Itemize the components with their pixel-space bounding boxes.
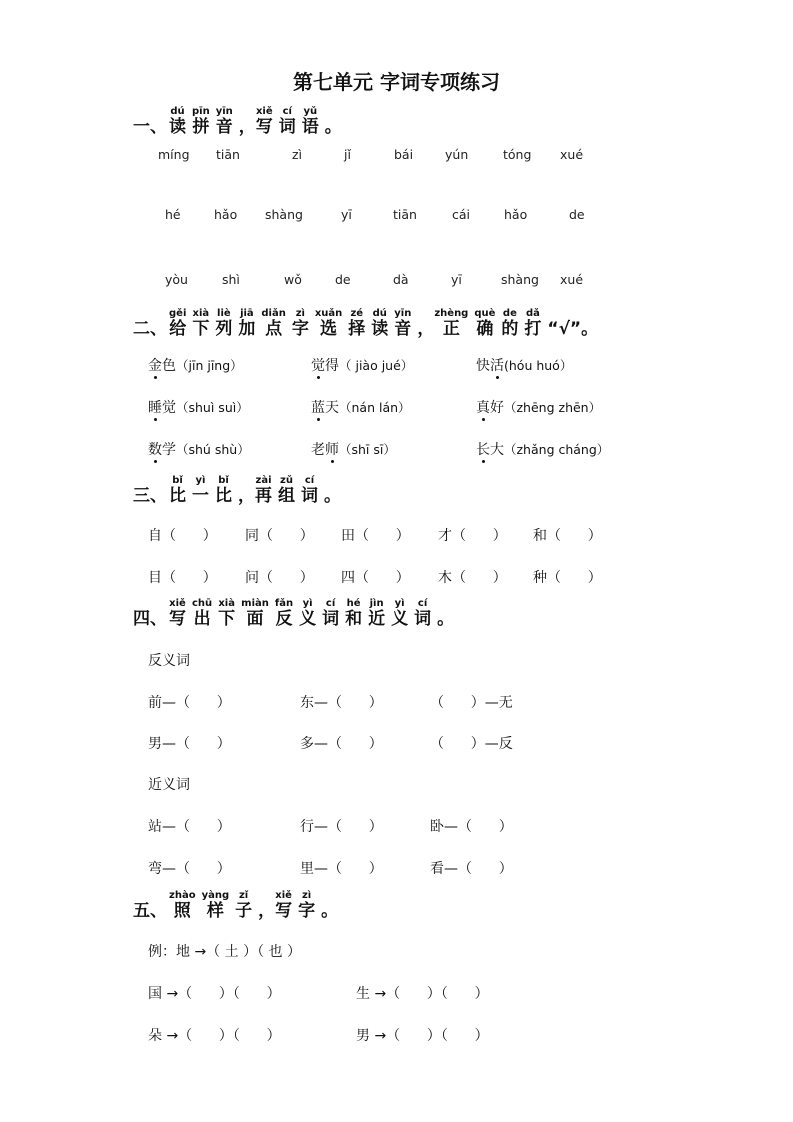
heading-char-text: 点 [261,319,286,339]
heading-char-pinyin: zǔ [278,475,295,486]
heading-char [169,106,186,137]
pinyin-word: hǎo [504,207,528,222]
heading-char-text: 出 [192,609,213,629]
heading-char [301,475,318,506]
section-1-heading [133,106,342,137]
pinyin-options: （shú shù） [176,442,250,457]
heading-char-text: 音 [215,117,233,137]
heading-char-text: 比 [169,486,186,506]
heading-char-pinyin: xiě [275,890,293,901]
heading-char-text: 语 [301,117,319,137]
heading-char-pinyin: cí [278,106,296,117]
heading-char-text: 选 [314,319,343,339]
heading-char-text: 打 [524,319,542,339]
heading-punct: 。 [321,901,339,921]
blank-item: 里—（ ） [300,861,383,877]
choose-item [148,439,250,459]
blank-item: 站—（ ） [148,819,231,835]
heading-char [414,598,431,629]
section-number: 三、 [133,486,167,506]
heading-char-text: 拼 [192,117,210,137]
pinyin-row [0,147,793,167]
antonym-label: 反义词 [148,653,190,669]
heading-char-text: 的 [501,319,519,339]
choose-item [311,439,396,459]
word-char: 觉 [162,400,176,416]
heading-char-pinyin: zì [298,890,316,901]
heading-char [275,598,293,629]
heading-char [235,890,252,921]
word-char: 大 [490,442,504,458]
section-number: 二、 [133,319,167,339]
heading-char-pinyin: què [474,308,496,319]
heading-char-text: 一 [192,486,209,506]
heading-char [292,308,309,339]
blank-item: 木（ ） [438,570,507,586]
choose-item [148,397,249,417]
heading-char-pinyin: zhào [169,890,196,901]
heading-char-text: 面 [241,609,269,629]
pinyin-word: tiān [216,147,240,162]
heading-char [368,598,385,629]
pinyin-word: zì [292,147,303,162]
heading-char-text: 写 [275,901,293,921]
heading-char-pinyin: fǎn [274,598,294,609]
blank-item: 才（ ） [438,528,507,544]
heading-char [192,308,209,339]
choose-item [476,439,609,459]
heading-char-pinyin: gěi [169,308,187,319]
heading-char [215,475,232,506]
pinyin-options: （zhǎng cháng） [504,442,610,457]
heading-char [474,308,495,339]
pinyin-word: wǒ [284,272,302,287]
heading-char [256,106,273,137]
blank-item: 多—（ ） [300,736,383,752]
section-number: 五、 [133,901,167,921]
heading-char-pinyin: cí [414,598,432,609]
heading-char-text: 列 [215,319,233,339]
heading-char-pinyin: xià [218,598,236,609]
blank-item: 行—（ ） [300,819,383,835]
blank-item: 国 →（ ）（ ） [148,986,281,1002]
heading-char-pinyin: yì [299,598,317,609]
pinyin-word: míng [158,147,190,162]
word-char: 快 [476,358,490,374]
word-char: 金 [148,355,162,375]
heading-char-text: 字 [298,901,316,921]
pinyin-options: （ jiào jué） [339,358,414,373]
pinyin-word: dà [393,272,409,287]
heading-char [169,890,196,921]
pinyin-word: hé [165,207,181,222]
heading-char-pinyin: zài [255,475,272,486]
pinyin-word: shàng [501,272,539,287]
choose-item [476,355,572,375]
heading-char [202,890,230,921]
choose-item [311,355,413,375]
heading-char [241,598,269,629]
heading-char-text: 和 [345,609,363,629]
word-char: 色 [162,358,176,374]
pinyin-row [0,272,793,292]
blank-item: 东—（ ） [300,695,383,711]
heading-char-pinyin: hé [345,598,363,609]
heading-char-pinyin: xuǎn [314,308,343,319]
heading-char [192,106,210,137]
heading-char [169,308,186,339]
heading-char-pinyin: yì [192,475,209,486]
heading-char-text: 读 [169,117,186,137]
pinyin-word: shì [222,272,240,287]
heading-char-pinyin: miàn [241,598,269,609]
heading-char-pinyin: chū [192,598,213,609]
heading-char-text: 词 [414,609,432,629]
pinyin-word: de [569,207,585,222]
heading-char [348,308,365,339]
heading-char-pinyin: bǐ [215,475,232,486]
heading-char [169,475,186,506]
heading-char [192,598,212,629]
heading-char-text: 正 [434,319,469,339]
heading-char-text: 词 [322,609,340,629]
pinyin-word: yòu [165,272,188,287]
blank-item: 种（ ） [533,570,602,586]
blank-item: 生 →（ ）（ ） [356,986,489,1002]
pinyin-word: xué [560,147,584,162]
blank-item: 田（ ） [341,528,410,544]
heading-char-text: 字 [291,319,309,339]
heading-char [298,890,315,921]
heading-char-text: 给 [169,319,187,339]
word-char: 长 [476,439,490,459]
heading-char-pinyin: zì [291,308,309,319]
word-char: 老 [311,442,325,458]
heading-char-pinyin: bǐ [169,475,186,486]
pinyin-word: yún [445,147,469,162]
pinyin-options: （shī sī） [339,442,396,457]
heading-char-text: 择 [348,319,366,339]
pinyin-word: shàng [265,207,303,222]
blank-item: 卧—（ ） [430,819,513,835]
blank-item: 弯—（ ） [148,861,231,877]
heading-char [299,598,316,629]
pinyin-word: hǎo [214,207,238,222]
section-number: 四、 [133,609,167,629]
pinyin-word: tóng [503,147,532,162]
heading-char-pinyin: dú [371,308,389,319]
section-2-heading [133,308,598,339]
heading-char [345,598,362,629]
heading-char-text: 再 [255,486,272,506]
heading-char [371,308,388,339]
heading-char-pinyin: zhèng [434,308,469,319]
heading-char [315,308,342,339]
section-5-heading [133,890,338,921]
heading-char-text: 子 [235,901,253,921]
heading-char [218,598,235,629]
pinyin-options: （nán lán） [339,400,411,415]
heading-char [216,106,233,137]
blank-item: 自（ ） [148,528,217,544]
blank-item: 同（ ） [245,528,314,544]
heading-char-text: 反 [274,609,294,629]
heading-punct: “√”。 [547,319,599,339]
heading-char [322,598,339,629]
blank-item: （ ）—无 [430,695,513,711]
heading-char-text: 读 [371,319,389,339]
word-char: 觉 [311,355,325,375]
heading-char-pinyin: dǎ [524,308,542,319]
section-3-heading [133,475,341,506]
heading-punct: 。 [437,609,455,629]
heading-char [215,308,232,339]
heading-char-pinyin: yàng [201,890,230,901]
heading-punct: ， [238,117,256,137]
heading-char [169,598,186,629]
heading-char-pinyin: jìn [368,598,386,609]
heading-punct: ， [258,901,276,921]
word-char: 数 [148,439,162,459]
heading-char-pinyin: xià [192,308,210,319]
section-4-heading [133,598,454,629]
heading-char-pinyin: xiě [255,106,273,117]
heading-punct: ， [238,486,255,506]
pinyin-word: yī [341,207,352,222]
heading-char-text: 加 [238,319,256,339]
heading-char-pinyin: cí [301,475,318,486]
heading-char-pinyin: zé [348,308,366,319]
choose-item [476,397,601,417]
heading-char-text: 下 [192,319,210,339]
blank-item: 前—（ ） [148,695,231,711]
heading-char [255,475,272,506]
blank-item: 四（ ） [341,570,410,586]
pinyin-word: yī [451,272,462,287]
heading-char-pinyin: pīn [192,106,210,117]
heading-punct: 。 [324,486,341,506]
heading-char [302,106,319,137]
heading-char-text: 写 [169,609,186,629]
heading-char [278,475,295,506]
blank-item: 问（ ） [245,570,314,586]
heading-char [501,308,518,339]
blank-item: （ ）—反 [430,736,513,752]
heading-char [275,890,292,921]
heading-char [434,308,468,339]
heading-char-text: 样 [201,901,230,921]
heading-char-pinyin: yīn [215,106,233,117]
choose-item [311,397,411,417]
heading-char [238,308,255,339]
pinyin-word: cái [452,207,471,222]
pinyin-word: jǐ [344,147,351,162]
heading-char [524,308,541,339]
example-text: 例：地 →（ 土 ）（ 也 ） [148,944,301,960]
heading-char-pinyin: liè [215,308,233,319]
heading-char-text: 词 [278,117,296,137]
pinyin-word: de [335,272,351,287]
heading-char [279,106,296,137]
heading-char-pinyin: zǐ [235,890,253,901]
heading-char-text: 义 [391,609,409,629]
heading-char-pinyin: de [501,308,519,319]
heading-char-text: 音 [394,319,412,339]
blank-item: 朵 →（ ）（ ） [148,1028,281,1044]
blank-item: 看—（ ） [430,861,513,877]
blank-item: 目（ ） [148,570,217,586]
heading-char-pinyin: jiā [238,308,256,319]
heading-char [394,308,411,339]
heading-punct: 。 [324,117,342,137]
heading-char-text: 下 [218,609,236,629]
heading-char-pinyin: dú [169,106,186,117]
heading-char [261,308,285,339]
pinyin-row [0,207,793,227]
heading-char-pinyin: cí [322,598,340,609]
heading-char-text: 义 [299,609,317,629]
heading-char-pinyin: xiě [169,598,186,609]
page-title: 第七单元 字词专项练习 [293,70,500,94]
heading-char-text: 确 [474,319,496,339]
word-char: 得 [325,358,339,374]
heading-char [391,598,408,629]
pinyin-word: tiān [393,207,417,222]
choose-item [148,355,243,375]
pinyin-options: （jīn jīng） [176,358,243,373]
pinyin-word: xué [560,272,584,287]
heading-char-text: 照 [169,901,196,921]
word-char: 好 [490,400,504,416]
heading-char-text: 词 [301,486,318,506]
blank-item: 和（ ） [533,528,602,544]
word-char: 蓝 [311,397,325,417]
pinyin-word: bái [394,147,414,162]
blank-item: 男 →（ ）（ ） [356,1028,489,1044]
heading-char-text: 组 [278,486,295,506]
heading-char [192,475,209,506]
heading-char-pinyin: yǔ [301,106,319,117]
word-char: 真 [476,397,490,417]
word-char: 天 [325,400,339,416]
heading-char-text: 近 [368,609,386,629]
heading-char-text: 比 [215,486,232,506]
heading-char-pinyin: yīn [394,308,412,319]
word-char: 睡 [148,397,162,417]
section-number: 一、 [133,117,167,137]
word-char: 师 [325,439,339,459]
heading-char-pinyin: yì [391,598,409,609]
pinyin-options: （shuì suì） [176,400,249,415]
heading-punct: ， [417,319,435,339]
heading-char-text: 写 [255,117,273,137]
word-char: 活 [490,355,504,375]
blank-item: 男—（ ） [148,736,231,752]
synonym-label: 近义词 [148,777,190,793]
word-char: 学 [162,442,176,458]
heading-char-pinyin: diǎn [261,308,286,319]
pinyin-options: （zhēng zhēn） [504,400,602,415]
pinyin-options: (hóu huó） [504,358,573,373]
